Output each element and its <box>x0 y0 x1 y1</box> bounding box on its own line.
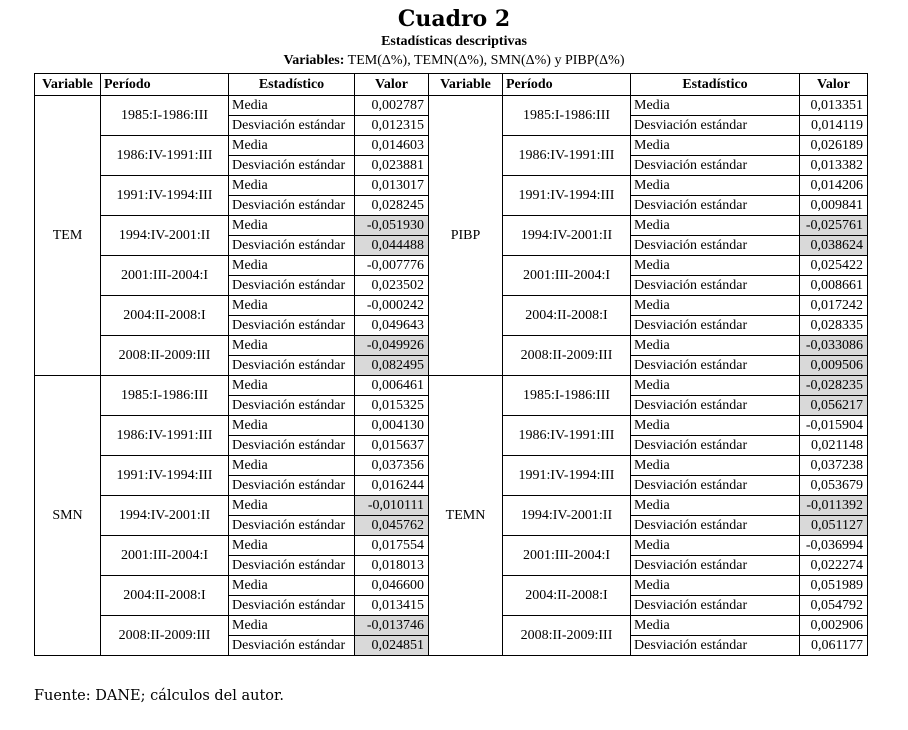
statistic-cell: Media <box>631 176 800 196</box>
value-cell: 0,053679 <box>800 476 868 496</box>
value-cell: 0,013017 <box>355 176 429 196</box>
period-cell: 1985:I-1986:III <box>101 96 229 136</box>
statistic-cell: Desviación estándar <box>631 476 800 496</box>
value-cell: 0,051989 <box>800 576 868 596</box>
value-cell: 0,015325 <box>355 396 429 416</box>
period-cell: 2004:II-2008:I <box>503 296 631 336</box>
header-value-left: Valor <box>355 74 429 96</box>
variables-label: Variables: <box>283 53 345 68</box>
variable-cell-right: TEMN <box>429 376 503 656</box>
value-cell: -0,033086 <box>800 336 868 356</box>
period-cell: 1985:I-1986:III <box>503 96 631 136</box>
statistic-cell: Media <box>631 536 800 556</box>
value-cell: -0,007776 <box>355 256 429 276</box>
statistic-cell: Desviación estándar <box>229 356 355 376</box>
header-statistic-right: Estadístico <box>631 74 800 96</box>
period-cell: 2004:II-2008:I <box>101 576 229 616</box>
value-cell: -0,010111 <box>355 496 429 516</box>
value-cell: 0,049643 <box>355 316 429 336</box>
value-cell: 0,014206 <box>800 176 868 196</box>
statistic-cell: Media <box>229 496 355 516</box>
statistic-cell: Media <box>229 136 355 156</box>
value-cell: 0,008661 <box>800 276 868 296</box>
statistic-cell: Media <box>229 376 355 396</box>
statistic-cell: Desviación estándar <box>631 636 800 656</box>
value-cell: 0,026189 <box>800 136 868 156</box>
period-cell: 2001:III-2004:I <box>503 256 631 296</box>
header-period-right: Período <box>503 74 631 96</box>
statistic-cell: Media <box>631 376 800 396</box>
statistic-cell: Desviación estándar <box>229 236 355 256</box>
statistic-cell: Desviación estándar <box>631 236 800 256</box>
statistic-cell: Desviación estándar <box>631 396 800 416</box>
statistic-cell: Desviación estándar <box>229 436 355 456</box>
statistic-cell: Desviación estándar <box>229 116 355 136</box>
statistic-cell: Desviación estándar <box>631 516 800 536</box>
statistic-cell: Media <box>229 456 355 476</box>
statistic-cell: Desviación estándar <box>631 116 800 136</box>
header-period-left: Período <box>101 74 229 96</box>
statistic-cell: Media <box>229 256 355 276</box>
value-cell: 0,017554 <box>355 536 429 556</box>
variable-cell-left: SMN <box>35 376 101 656</box>
header-statistic-left: Estadístico <box>229 74 355 96</box>
statistic-cell: Desviación estándar <box>229 556 355 576</box>
statistic-cell: Desviación estándar <box>631 436 800 456</box>
variable-cell-right: PIBP <box>429 96 503 376</box>
value-cell: 0,009841 <box>800 196 868 216</box>
value-cell: 0,015637 <box>355 436 429 456</box>
statistic-cell: Desviación estándar <box>631 316 800 336</box>
value-cell: 0,006461 <box>355 376 429 396</box>
value-cell: 0,045762 <box>355 516 429 536</box>
statistic-cell: Media <box>229 536 355 556</box>
period-cell: 1991:IV-1994:III <box>101 176 229 216</box>
table-row <box>35 376 868 396</box>
statistic-cell: Desviación estándar <box>229 516 355 536</box>
table-subtitle: Estadísticas descriptivas <box>381 34 527 49</box>
statistic-cell: Desviación estándar <box>229 396 355 416</box>
value-cell: 0,054792 <box>800 596 868 616</box>
period-cell: 1986:IV-1991:III <box>101 136 229 176</box>
variables-line <box>0 53 908 69</box>
value-cell: 0,012315 <box>355 116 429 136</box>
statistic-cell: Desviación estándar <box>631 196 800 216</box>
value-cell: 0,009506 <box>800 356 868 376</box>
period-cell: 1994:IV-2001:II <box>101 496 229 536</box>
statistic-cell: Media <box>229 296 355 316</box>
period-cell: 2001:III-2004:I <box>101 256 229 296</box>
statistic-cell: Media <box>229 96 355 116</box>
statistic-cell: Desviación estándar <box>229 596 355 616</box>
value-cell: 0,017242 <box>800 296 868 316</box>
period-cell: 2004:II-2008:I <box>503 576 631 616</box>
value-cell: 0,056217 <box>800 396 868 416</box>
statistic-cell: Desviación estándar <box>631 156 800 176</box>
value-cell: 0,028335 <box>800 316 868 336</box>
period-cell: 1986:IV-1991:III <box>503 416 631 456</box>
statistic-cell: Desviación estándar <box>229 316 355 336</box>
value-cell: -0,000242 <box>355 296 429 316</box>
value-cell: 0,038624 <box>800 236 868 256</box>
header-row <box>35 74 868 96</box>
value-cell: 0,028245 <box>355 196 429 216</box>
statistic-cell: Desviación estándar <box>631 556 800 576</box>
value-cell: 0,037238 <box>800 456 868 476</box>
value-cell: 0,014603 <box>355 136 429 156</box>
value-cell: 0,051127 <box>800 516 868 536</box>
value-cell: 0,013351 <box>800 96 868 116</box>
table-title: Cuadro 2 <box>397 6 511 32</box>
value-cell: 0,002787 <box>355 96 429 116</box>
statistic-cell: Desviación estándar <box>229 636 355 656</box>
value-cell: 0,082495 <box>355 356 429 376</box>
value-cell: 0,014119 <box>800 116 868 136</box>
statistic-cell: Media <box>229 216 355 236</box>
variable-cell-left: TEM <box>35 96 101 376</box>
value-cell: 0,025422 <box>800 256 868 276</box>
value-cell: 0,016244 <box>355 476 429 496</box>
value-cell: 0,002906 <box>800 616 868 636</box>
value-cell: 0,024851 <box>355 636 429 656</box>
value-cell: -0,015904 <box>800 416 868 436</box>
value-cell: 0,013382 <box>800 156 868 176</box>
statistic-cell: Desviación estándar <box>631 596 800 616</box>
period-cell: 1991:IV-1994:III <box>101 456 229 496</box>
statistic-cell: Media <box>229 576 355 596</box>
value-cell: 0,021148 <box>800 436 868 456</box>
statistic-cell: Media <box>631 96 800 116</box>
statistic-cell: Media <box>631 416 800 436</box>
value-cell: 0,013415 <box>355 596 429 616</box>
value-cell: -0,028235 <box>800 376 868 396</box>
value-cell: 0,022274 <box>800 556 868 576</box>
statistic-cell: Media <box>229 416 355 436</box>
header-value-right: Valor <box>800 74 868 96</box>
period-cell: 1994:IV-2001:II <box>503 496 631 536</box>
source-note: Fuente: DANE; cálculos del autor. <box>34 688 284 704</box>
period-cell: 2008:II-2009:III <box>503 336 631 376</box>
statistic-cell: Media <box>229 336 355 356</box>
value-cell: 0,023502 <box>355 276 429 296</box>
value-cell: -0,049926 <box>355 336 429 356</box>
period-cell: 1994:IV-2001:II <box>503 216 631 256</box>
value-cell: -0,036994 <box>800 536 868 556</box>
table-body <box>35 96 868 656</box>
statistic-cell: Media <box>631 296 800 316</box>
value-cell: 0,044488 <box>355 236 429 256</box>
period-cell: 2008:II-2009:III <box>503 616 631 656</box>
variables-text: TEM(Δ%), TEMN(Δ%), SMN(Δ%) y PIBP(Δ%) <box>347 53 625 68</box>
value-cell: 0,004130 <box>355 416 429 436</box>
period-cell: 1985:I-1986:III <box>101 376 229 416</box>
period-cell: 2004:II-2008:I <box>101 296 229 336</box>
period-cell: 2008:II-2009:III <box>101 616 229 656</box>
statistic-cell: Desviación estándar <box>631 276 800 296</box>
statistic-cell: Media <box>631 336 800 356</box>
period-cell: 1986:IV-1991:III <box>101 416 229 456</box>
value-cell: 0,061177 <box>800 636 868 656</box>
header-variable-right: Variable <box>429 74 503 96</box>
statistic-cell: Media <box>631 576 800 596</box>
value-cell: 0,046600 <box>355 576 429 596</box>
statistic-cell: Media <box>631 216 800 236</box>
value-cell: 0,023881 <box>355 156 429 176</box>
period-cell: 1991:IV-1994:III <box>503 456 631 496</box>
statistic-cell: Media <box>229 176 355 196</box>
statistic-cell: Desviación estándar <box>229 196 355 216</box>
statistic-cell: Media <box>631 456 800 476</box>
statistic-cell: Media <box>229 616 355 636</box>
statistic-cell: Desviación estándar <box>229 476 355 496</box>
statistic-cell: Media <box>631 256 800 276</box>
period-cell: 2008:II-2009:III <box>101 336 229 376</box>
value-cell: -0,013746 <box>355 616 429 636</box>
period-cell: 1991:IV-1994:III <box>503 176 631 216</box>
header-variable-left: Variable <box>35 74 101 96</box>
value-cell: -0,051930 <box>355 216 429 236</box>
statistic-cell: Desviación estándar <box>229 156 355 176</box>
statistic-cell: Media <box>631 616 800 636</box>
statistic-cell: Desviación estándar <box>631 356 800 376</box>
value-cell: 0,018013 <box>355 556 429 576</box>
period-cell: 1994:IV-2001:II <box>101 216 229 256</box>
statistic-cell: Media <box>631 496 800 516</box>
statistic-cell: Desviación estándar <box>229 276 355 296</box>
value-cell: -0,025761 <box>800 216 868 236</box>
period-cell: 2001:III-2004:I <box>503 536 631 576</box>
period-cell: 1985:I-1986:III <box>503 376 631 416</box>
value-cell: 0,037356 <box>355 456 429 476</box>
period-cell: 2001:III-2004:I <box>101 536 229 576</box>
value-cell: -0,011392 <box>800 496 868 516</box>
table-row <box>35 96 868 116</box>
period-cell: 1986:IV-1991:III <box>503 136 631 176</box>
statistic-cell: Media <box>631 136 800 156</box>
descriptive-stats-table <box>34 73 868 656</box>
